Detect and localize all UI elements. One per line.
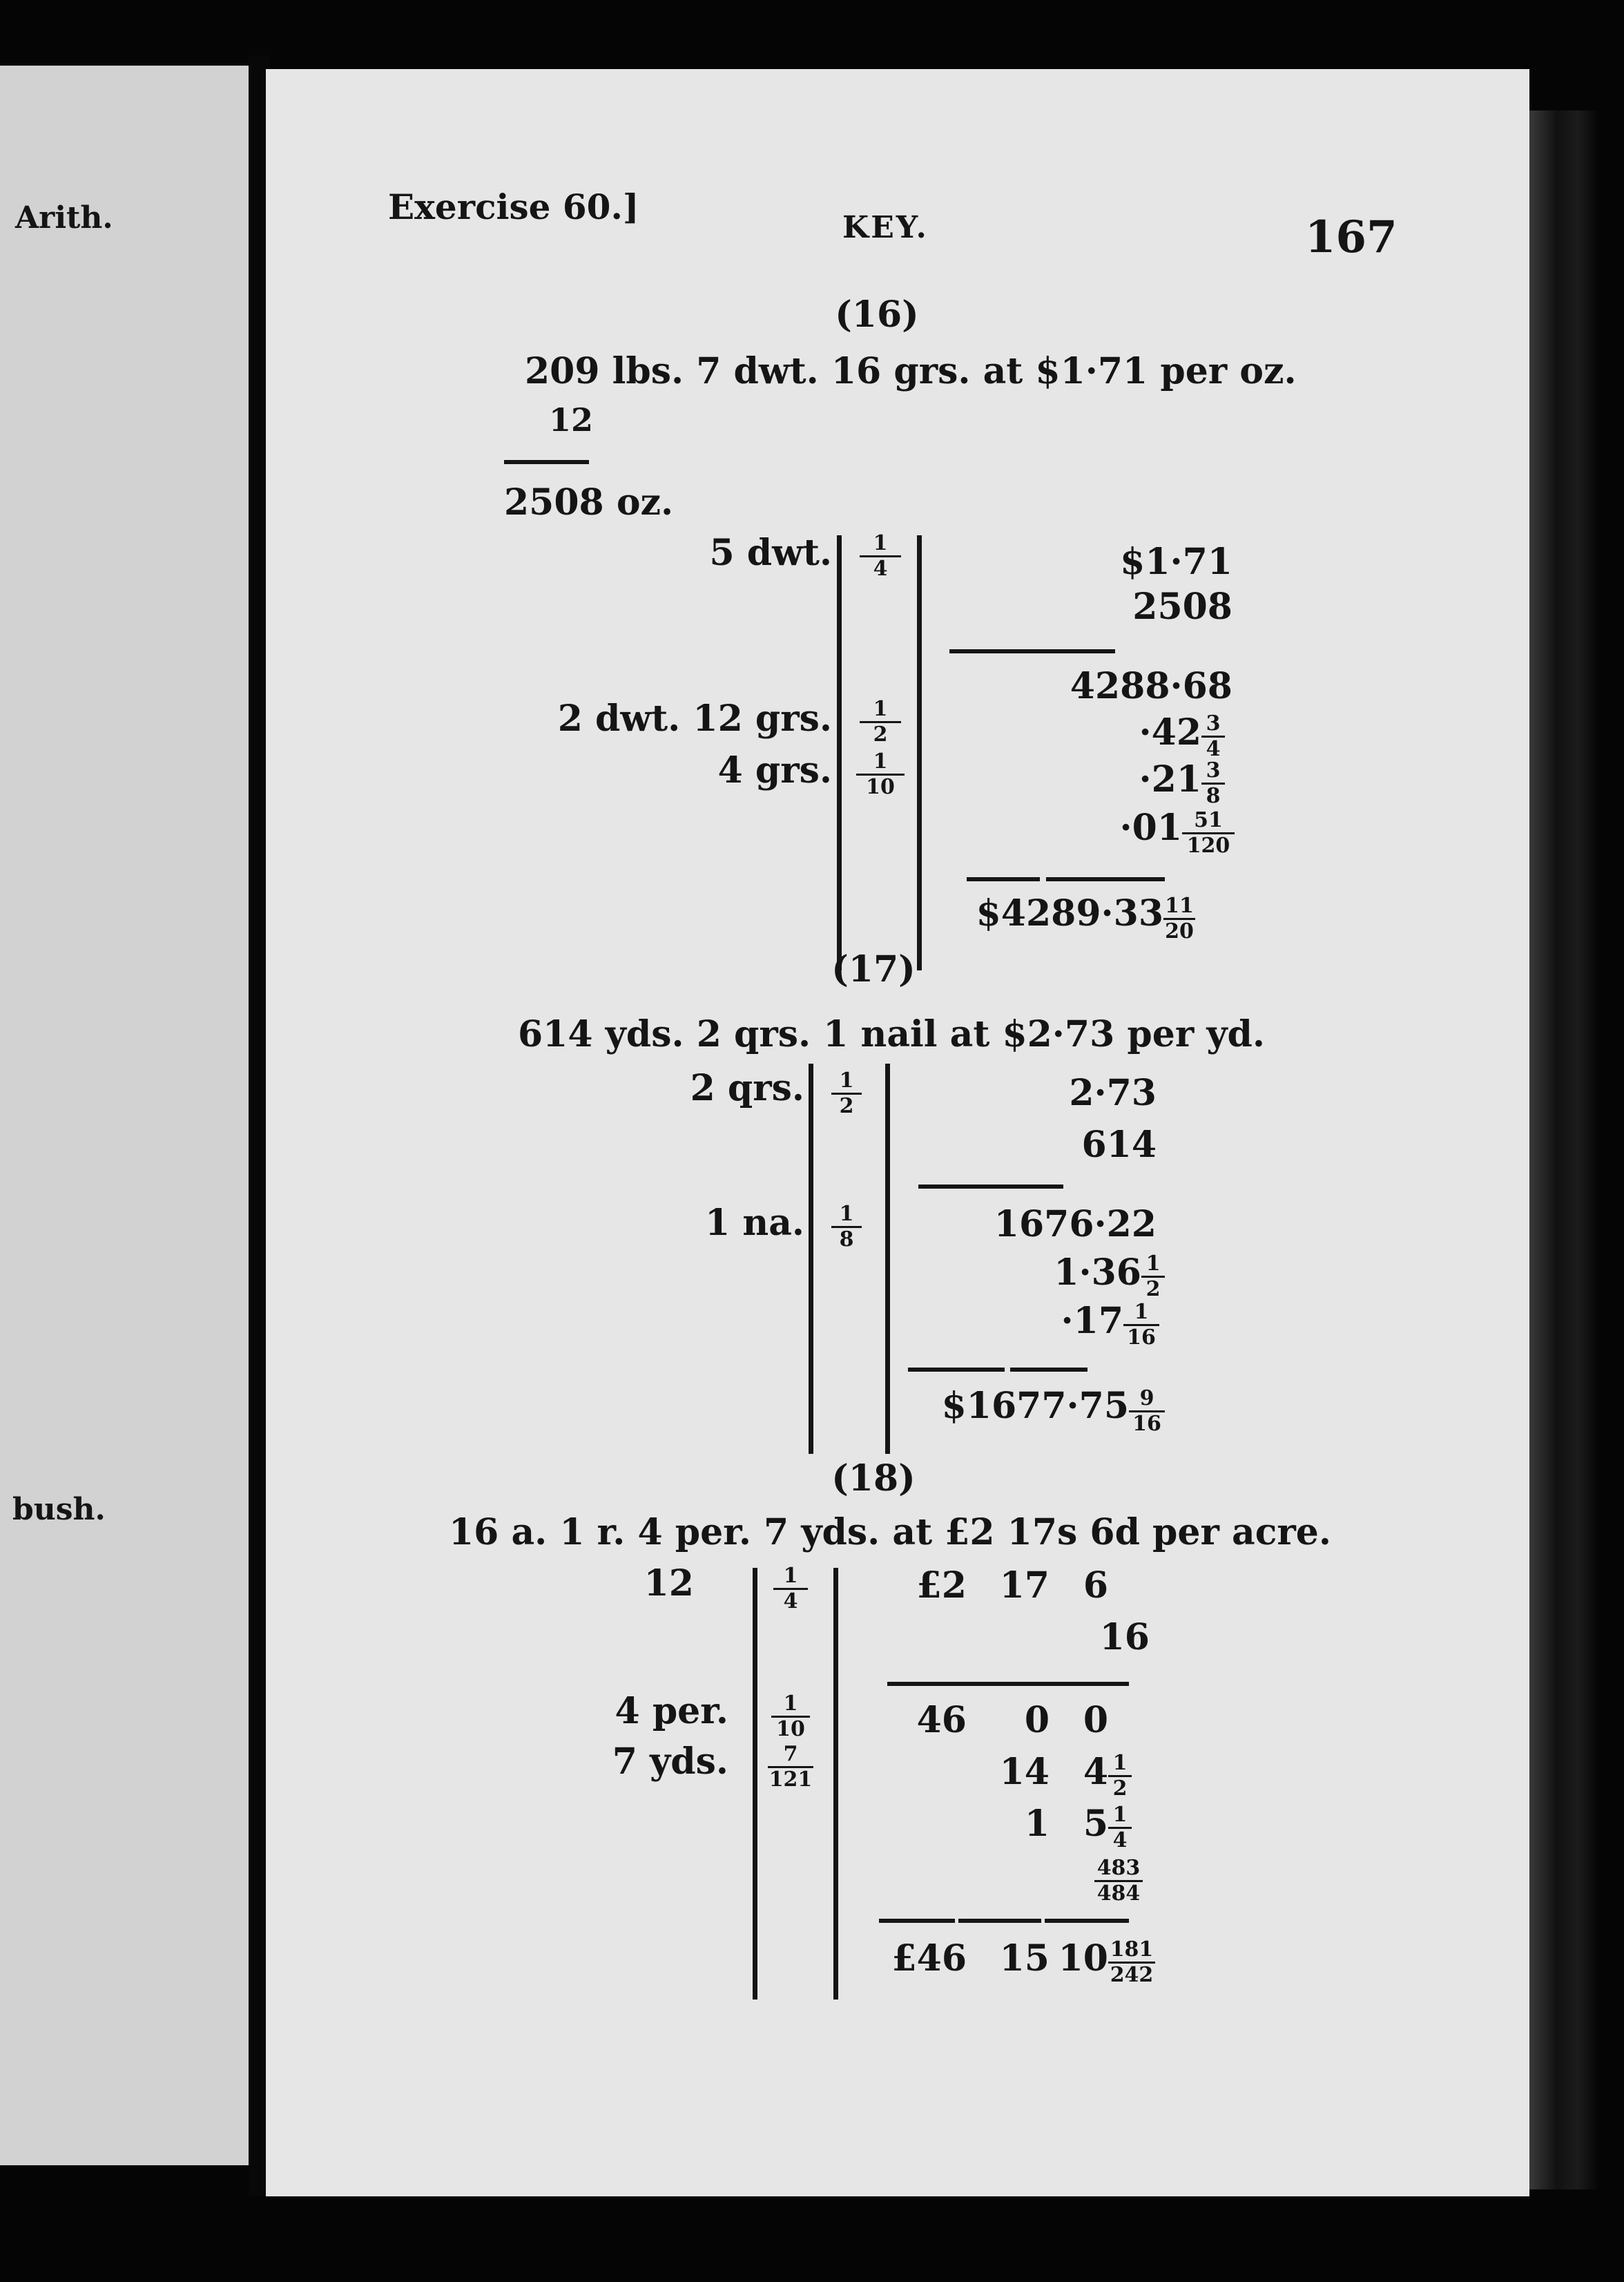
value-fraction: 51 120 bbox=[1182, 810, 1235, 856]
value-fraction: 1 16 bbox=[1123, 1302, 1159, 1348]
multiplicand: 2·73 bbox=[1069, 1072, 1157, 1114]
value-fraction: 3 4 bbox=[1201, 713, 1225, 760]
aliquot-label: 1 na. bbox=[705, 1202, 804, 1244]
rule bbox=[504, 460, 589, 464]
key-header: KEY. bbox=[842, 210, 929, 245]
value-fraction: 1 4 bbox=[1108, 1805, 1132, 1851]
rule bbox=[967, 877, 1040, 881]
partial-product: 1676·22 bbox=[994, 1203, 1157, 1245]
aliquot-fraction: 1 4 bbox=[773, 1566, 808, 1612]
partial-value: ·01 bbox=[1119, 807, 1182, 849]
book-spine bbox=[1529, 111, 1598, 2189]
problem-number: (17) bbox=[831, 948, 916, 990]
aliquot-fraction: 1 4 bbox=[860, 533, 901, 579]
aliquot-label: 7 yds. bbox=[612, 1741, 728, 1783]
total: $4289·33 bbox=[976, 892, 1163, 934]
aliquot-fraction: 1 2 bbox=[831, 1071, 862, 1117]
rule bbox=[908, 1368, 1005, 1372]
facing-page bbox=[0, 66, 249, 2165]
pounds-cell: £2 bbox=[916, 1564, 967, 1607]
rule bbox=[1046, 877, 1165, 881]
pounds-cell: 46 bbox=[916, 1699, 967, 1741]
problem-statement: 16 a. 1 r. 4 per. 7 yds. at £2 17s 6d per acre. bbox=[449, 1511, 1331, 1553]
multiplier-value: 614 bbox=[1081, 1124, 1157, 1166]
facing-page-word: bush. bbox=[12, 1492, 106, 1527]
multiplier-value: 16 bbox=[1099, 1616, 1150, 1658]
rule bbox=[879, 1919, 955, 1923]
pence-cell: 6 bbox=[1083, 1564, 1108, 1607]
aliquot-fraction: 1 10 bbox=[771, 1694, 810, 1740]
total-pence: 10 bbox=[1058, 1937, 1108, 1979]
multiplicand: $1·71 bbox=[1120, 541, 1232, 583]
rule bbox=[1010, 1368, 1088, 1372]
shillings-cell: 1 bbox=[1024, 1803, 1050, 1845]
partial-value: ·42 bbox=[1139, 711, 1201, 754]
rule bbox=[958, 1919, 1041, 1923]
aliquot-label: 12 bbox=[644, 1562, 694, 1604]
pence-cell: 4 bbox=[1083, 1751, 1108, 1793]
column-rule bbox=[753, 1568, 757, 2000]
rule bbox=[887, 1682, 1129, 1686]
page-number: 167 bbox=[1305, 211, 1398, 263]
multiplier: 12 bbox=[549, 401, 594, 439]
aliquot-label: 5 dwt. bbox=[709, 532, 832, 574]
aliquot-label: 4 grs. bbox=[717, 749, 832, 792]
facing-page-header: Arith. bbox=[15, 200, 113, 236]
partial-product: 4288·68 bbox=[1070, 665, 1232, 707]
value-fraction: 3 8 bbox=[1201, 760, 1225, 807]
value-fraction: 1 2 bbox=[1108, 1753, 1132, 1799]
multiplier-value: 2508 bbox=[1132, 586, 1232, 628]
total: $1677·75 bbox=[941, 1385, 1129, 1427]
problem-statement: 209 lbs. 7 dwt. 16 grs. at $1·71 per oz. bbox=[525, 350, 1297, 392]
exercise-header: Exercise 60.] bbox=[388, 186, 639, 227]
page bbox=[266, 69, 1529, 2196]
aliquot-fraction: 7 121 bbox=[768, 1742, 813, 1792]
problem-number: (18) bbox=[831, 1457, 916, 1499]
rule bbox=[949, 649, 1115, 653]
column-rule bbox=[833, 1568, 838, 2000]
aliquot-label: 2 dwt. 12 grs. bbox=[557, 698, 832, 740]
partial-value: 1·36 bbox=[1054, 1252, 1141, 1294]
shillings-cell: 0 bbox=[1024, 1699, 1050, 1741]
total-shillings: 15 bbox=[999, 1937, 1050, 1979]
value-fraction: 483 484 bbox=[1094, 1858, 1143, 1904]
problem-number: (16) bbox=[835, 294, 919, 336]
aliquot-label: 4 per. bbox=[615, 1690, 728, 1732]
rule bbox=[918, 1185, 1063, 1189]
rule bbox=[1045, 1919, 1129, 1923]
value-fraction: 1 2 bbox=[1141, 1254, 1165, 1300]
pence-cell: 5 bbox=[1083, 1803, 1108, 1845]
problem-statement: 614 yds. 2 qrs. 1 nail at $2·73 per yd. bbox=[518, 1013, 1265, 1055]
total-fraction: 11 20 bbox=[1163, 896, 1195, 942]
total-pounds: £46 bbox=[891, 1937, 967, 1979]
partial-value: ·21 bbox=[1139, 758, 1201, 800]
aliquot-fraction: 1 8 bbox=[831, 1204, 862, 1250]
pence-cell: 0 bbox=[1083, 1699, 1108, 1741]
product: 2508 oz. bbox=[504, 481, 674, 524]
aliquot-fraction: 1 2 bbox=[860, 699, 901, 745]
aliquot-label: 2 qrs. bbox=[690, 1067, 804, 1109]
total-fraction: 9 16 bbox=[1129, 1388, 1165, 1435]
shillings-cell: 14 bbox=[999, 1751, 1050, 1793]
partial-value: ·17 bbox=[1061, 1300, 1123, 1342]
total-fraction: 181 242 bbox=[1108, 1939, 1155, 1986]
aliquot-fraction: 1 10 bbox=[856, 751, 905, 798]
shillings-cell: 17 bbox=[999, 1564, 1050, 1607]
